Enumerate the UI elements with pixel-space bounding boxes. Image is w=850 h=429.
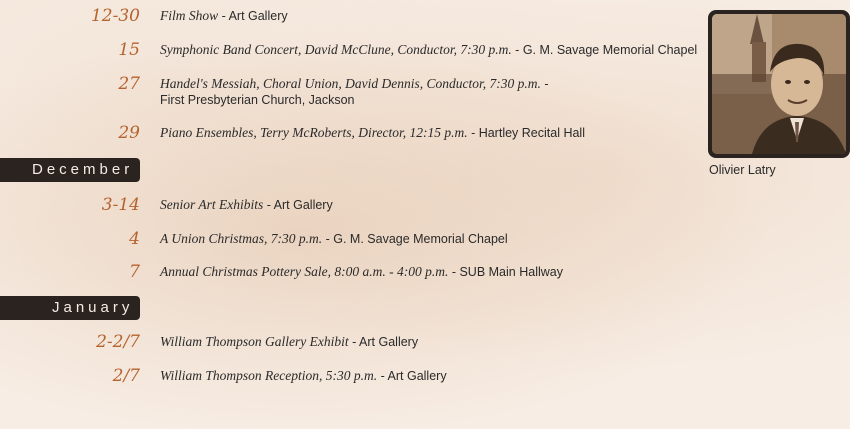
event-description <box>160 229 508 247</box>
event-venue: Art Gallery <box>359 335 419 349</box>
event-description <box>160 366 447 384</box>
event-row <box>0 123 720 143</box>
event-date: 3-14 <box>101 195 140 215</box>
event-title: William Thompson Gallery Exhibit <box>160 334 349 349</box>
event-venue: Art Gallery <box>228 9 288 23</box>
event-separator: - <box>448 265 460 279</box>
event-description <box>160 195 333 213</box>
event-row <box>0 40 720 60</box>
portrait-photo <box>712 14 846 154</box>
event-description <box>160 74 549 108</box>
event-venue: Art Gallery <box>273 198 333 212</box>
event-separator: - <box>467 126 479 140</box>
event-separator: - <box>322 232 334 246</box>
event-venue: G. M. Savage Memorial Chapel <box>522 43 698 57</box>
event-date: 15 <box>118 40 140 60</box>
event-separator: - <box>511 43 523 57</box>
portrait-caption: Olivier Latry <box>709 163 776 177</box>
event-date: 2/7 <box>112 366 140 386</box>
event-venue: Art Gallery <box>387 369 447 383</box>
event-title: Film Show <box>160 8 219 23</box>
event-date: 2-2/7 <box>96 332 140 352</box>
event-venue: Hartley Recital Hall <box>478 126 585 140</box>
event-row <box>0 366 720 386</box>
event-row <box>0 74 720 108</box>
event-date: 29 <box>118 123 140 143</box>
event-row <box>0 262 720 282</box>
event-date: 4 <box>129 229 140 249</box>
event-title: Annual Christmas Pottery Sale, 8:00 a.m. - 4:00 p.m. <box>160 264 449 279</box>
event-title: Senior Art Exhibits <box>160 197 264 212</box>
event-separator: - <box>540 77 549 91</box>
event-date: 27 <box>118 74 140 94</box>
event-title: Symphonic Band Concert, David McClune, Conductor, 7:30 p.m. <box>160 42 512 57</box>
event-separator: - <box>348 335 360 349</box>
event-description <box>160 332 418 350</box>
event-description <box>160 262 563 280</box>
event-separator: - <box>377 369 388 383</box>
event-description <box>160 123 585 141</box>
month-header-january: January <box>0 296 140 320</box>
event-separator: - <box>218 9 229 23</box>
event-venue: G. M. Savage Memorial Chapel <box>333 232 508 246</box>
event-title: A Union Christmas, 7:30 p.m. <box>160 231 323 246</box>
event-title: William Thompson Reception, 5:30 p.m. <box>160 368 378 383</box>
event-description <box>160 40 697 58</box>
event-venue: SUB Main Hallway <box>459 265 563 279</box>
event-title: Handel's Messiah, Choral Union, David Dennis, Conductor, 7:30 p.m. <box>160 76 541 91</box>
portrait-illustration <box>712 14 846 154</box>
portrait-frame <box>708 10 850 158</box>
event-title: Piano Ensembles, Terry McRoberts, Director, 12:15 p.m. <box>160 125 468 140</box>
event-venue: First Presbyterian Church, Jackson <box>160 93 355 107</box>
event-separator: - <box>263 198 274 212</box>
event-row <box>0 332 720 352</box>
event-date: 7 <box>129 262 140 282</box>
month-header-december: December <box>0 158 140 182</box>
event-description <box>160 6 288 24</box>
event-row <box>0 229 720 249</box>
event-row <box>0 6 720 26</box>
event-date: 12-30 <box>90 6 140 26</box>
event-row <box>0 195 720 215</box>
